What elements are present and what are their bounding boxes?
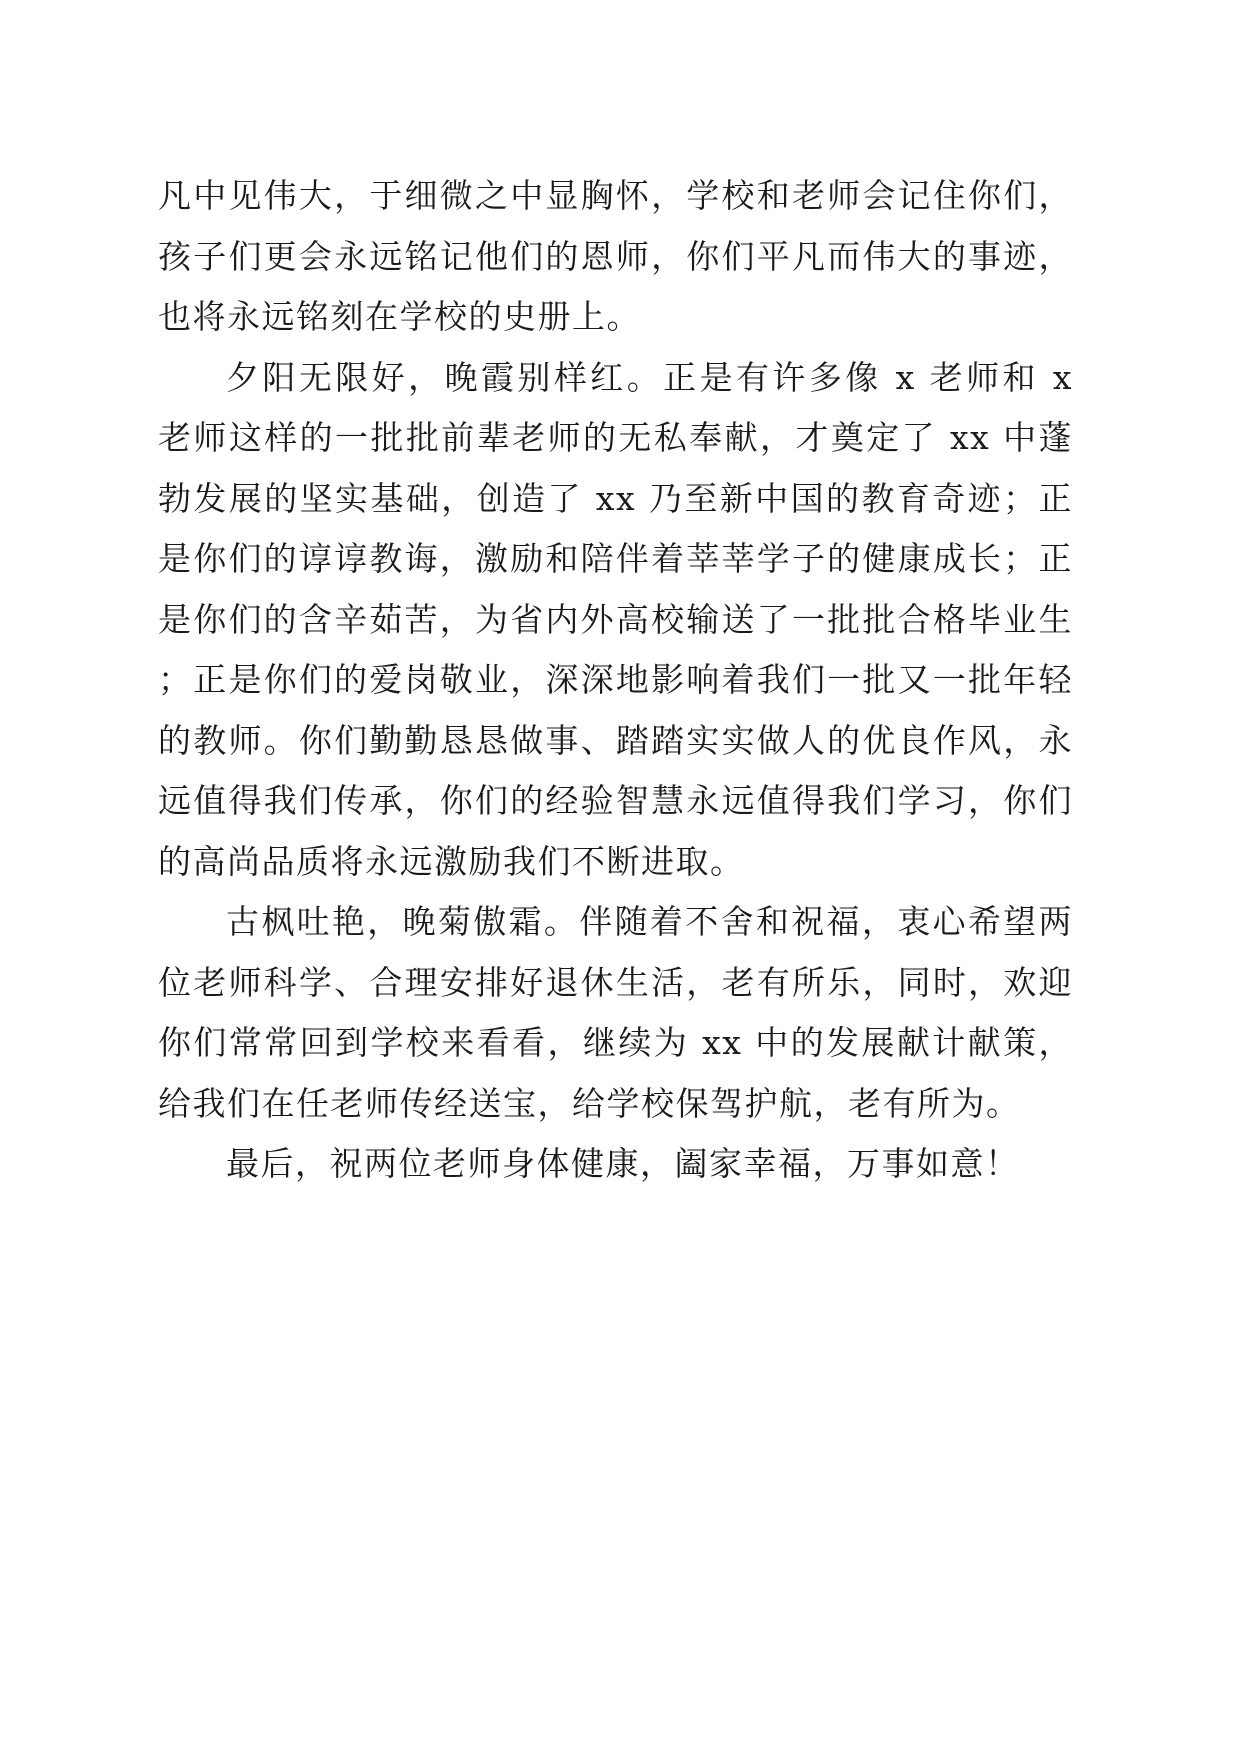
paragraph-sunset: 夕阳无限好，晚霞别样红。正是有许多像 x 老师和 x 老师这样的一批批前辈老师的无私奉献，才奠定了 xx 中蓬勃发展的坚实基础，创造了 xx 乃至新中国的教育奇迹；正是你们的谆谆教诲，激励和陪伴着莘莘学子的健康成长；正是你们的含辛茹苦，为省内外高校输送了一批批合格毕业生；正是你们的爱岗敬业，深深地影响着我们一批又一批年轻的教师。你们勤勤恳恳做事、踏踏实实做人的优良作风，永远值得我们传承，你们的经验智慧永远值得我们学习，你们的高尚品质将永远激励我们不断进取。	[158, 357, 1073, 881]
paragraph-closing-wishes: 最后，祝两位老师身体健康，阖家幸福，万事如意！	[226, 1144, 1020, 1183]
paragraph-maple: 古枫吐艳，晚菊傲霜。伴随着不舍和祝福，衷心希望两位老师科学、合理安排好退休生活，老有所乐，同时，欢迎你们常常回到学校来看看，继续为 xx 中的发展献计献策，给我们在任老师传经送宝，给学校保驾护航，老有所为。	[158, 902, 1073, 1123]
paragraph-continued: 凡中见伟大，于细微之中显胸怀，学校和老师会记住你们，孩子们更会永远铭记他们的恩师，你们平凡而伟大的事迹，也将永远铭刻在学校的史册上。	[158, 176, 1073, 336]
document-body	[158, 166, 1073, 1195]
